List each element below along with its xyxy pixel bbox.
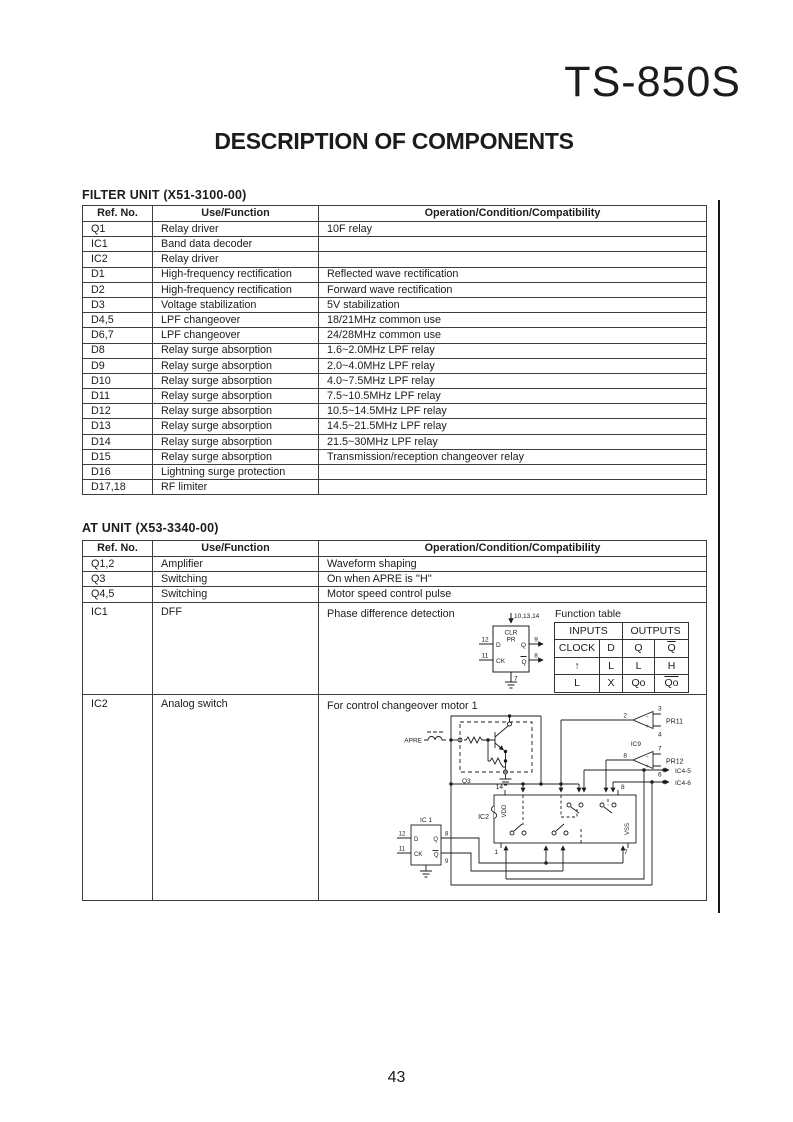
at-unit-table: [82, 540, 707, 901]
page-number: 43: [387, 1069, 406, 1086]
table-cell: D4,5: [83, 313, 153, 328]
ft-cell: Qo: [623, 675, 655, 693]
table-cell: [319, 480, 707, 495]
table-cell: 18/21MHz common use: [319, 313, 707, 328]
table-row: [83, 343, 707, 358]
ft-cell: X: [600, 675, 623, 693]
table-row: [83, 557, 707, 572]
pr12-plus-sign: +: [645, 763, 649, 770]
table-cell: Band data decoder: [153, 237, 319, 252]
table-cell: Relay surge absorption: [153, 434, 319, 449]
ft-cell: L: [600, 657, 623, 675]
pr12-input-pin-number: 8: [623, 752, 627, 760]
table-cell: 5V stabilization: [319, 297, 707, 312]
filter-unit-rows: [83, 222, 707, 495]
table-cell: D2: [83, 282, 153, 297]
outputs-header: OUTPUTS: [623, 622, 689, 640]
col-operation: Operation/Condition/Compatibility: [319, 541, 707, 557]
ic1-ck-label: CK: [414, 851, 423, 858]
table-cell: 1.6~2.0MHz LPF relay: [319, 343, 707, 358]
q3-label: Q3: [462, 777, 471, 785]
ft-col-q: Q: [623, 640, 655, 658]
table-cell: IC1: [83, 237, 153, 252]
at-unit-rows: [83, 557, 707, 603]
ft-cell: $\overline{Qo}$: [655, 675, 689, 693]
table-cell: High-frequency rectification: [153, 267, 319, 282]
function-table-block: [554, 608, 694, 693]
table-row: [83, 297, 707, 312]
ft-col-clock: CLOCK: [555, 640, 600, 658]
pr12-bottom-pin-number: 6: [658, 771, 662, 779]
table-row: [83, 328, 707, 343]
pr11-bottom-pin-number: 4: [658, 731, 662, 739]
table-cell: LPF changeover: [153, 313, 319, 328]
dff-pr-label: PR: [506, 636, 516, 644]
table-cell: 24/28MHz common use: [319, 328, 707, 343]
table-cell: 10F relay: [319, 222, 707, 237]
table-row: [83, 373, 707, 388]
table-cell: D8: [83, 343, 153, 358]
pr11-input-pin-number: 2: [623, 712, 627, 720]
cell-operation-ic2: [319, 694, 707, 900]
ic9-label: IC9: [630, 740, 641, 748]
ic2-pin14-number: 14: [495, 783, 503, 791]
table-cell: 4.0~7.5MHz LPF relay: [319, 373, 707, 388]
table-row: [83, 434, 707, 449]
table-row: [83, 389, 707, 404]
ic2-pin1-number: 1: [494, 848, 498, 856]
table-cell: Relay driver: [153, 222, 319, 237]
table-row: [83, 449, 707, 464]
table-cell: Amplifier: [153, 557, 319, 572]
ft-cell: H: [655, 657, 689, 675]
table-row: [83, 267, 707, 282]
table-cell: Relay surge absorption: [153, 358, 319, 373]
pr12-minus-sign: -: [646, 754, 648, 761]
function-table-group-row: [555, 622, 689, 640]
pr11-label: PR11: [666, 718, 683, 726]
table-cell: Q1,2: [83, 557, 153, 572]
cell-ref: IC2: [83, 694, 153, 900]
table-cell: D3: [83, 297, 153, 312]
cell-operation-ic1: [319, 602, 707, 694]
table-cell: Reflected wave rectification: [319, 267, 707, 282]
function-table-header-row: [555, 640, 689, 658]
ic2-pin7-number: 7: [624, 848, 628, 856]
table-cell: Motor speed control pulse: [319, 587, 707, 602]
pr11-plus-sign: +: [645, 723, 649, 730]
table-cell: D12: [83, 404, 153, 419]
apre-label: APRE: [404, 737, 422, 745]
ft-col-d: D: [600, 640, 623, 658]
ft-col-qbar: $\overline{Q}$: [655, 640, 689, 658]
table-header-row: [83, 206, 707, 222]
table-row-ic1: [83, 602, 707, 694]
ic1-q-label: Q: [433, 836, 438, 843]
table-cell: [319, 252, 707, 267]
table-cell: Waveform shaping: [319, 557, 707, 572]
ic1-pin9-number: 9: [445, 858, 449, 865]
table-cell: D15: [83, 449, 153, 464]
vss-label: VSS: [625, 822, 631, 835]
table-cell: RF limiter: [153, 480, 319, 495]
dff-d-label: D: [496, 641, 501, 649]
junction-dots: [449, 714, 665, 864]
dff-chip-diagram: [477, 608, 555, 694]
dff-pin-qbar-number: 8: [534, 652, 538, 660]
pr11-top-pin-number: 3: [658, 705, 662, 713]
col-ref-no: Ref. No.: [83, 541, 153, 557]
cell-use: DFF: [153, 602, 319, 694]
ic1-pin11-number: 11: [398, 846, 406, 853]
table-cell: D17,18: [83, 480, 153, 495]
table-row: [83, 222, 707, 237]
ic1-label: IC 1: [420, 816, 432, 824]
table-cell: [319, 465, 707, 480]
right-margin-rule: [718, 200, 720, 913]
table-row: [83, 313, 707, 328]
table-cell: Lightning surge protection: [153, 465, 319, 480]
ft-cell: L: [623, 657, 655, 675]
ic1-d-label: D: [414, 836, 419, 843]
table-cell: Relay surge absorption: [153, 343, 319, 358]
table-cell: 14.5~21.5MHz LPF relay: [319, 419, 707, 434]
vdd-label: VDD: [502, 804, 508, 817]
table-cell: Q3: [83, 572, 153, 587]
ft-cell: ↑: [555, 657, 600, 675]
col-operation: Operation/Condition/Compatibility: [319, 206, 707, 222]
function-table-row: [555, 657, 689, 675]
table-cell: Q4,5: [83, 587, 153, 602]
dff-top-pins-label: 10,13,14: [514, 612, 540, 620]
dff-ck-label: CK: [496, 657, 506, 665]
function-table-row: [555, 675, 689, 693]
analog-switch-circuit-diagram: [319, 695, 707, 901]
table-row: [83, 282, 707, 297]
ic4-5-label: IC4-5: [675, 767, 691, 775]
table-row: [83, 252, 707, 267]
at-unit-heading: AT UNIT (X53-3340-00): [82, 521, 219, 535]
table-row: [83, 572, 707, 587]
col-ref-no: Ref. No.: [83, 206, 153, 222]
filter-unit-table: [82, 205, 707, 495]
col-use-function: Use/Function: [153, 206, 319, 222]
model-number: TS-850S: [564, 58, 741, 106]
table-cell: Relay driver: [153, 252, 319, 267]
table-cell: 10.5~14.5MHz LPF relay: [319, 404, 707, 419]
operation-text: For control changeover motor 1: [327, 699, 478, 712]
dff-pin-d-number: 12: [481, 636, 489, 644]
table-cell: D14: [83, 434, 153, 449]
table-cell: D6,7: [83, 328, 153, 343]
table-cell: Transmission/reception changeover relay: [319, 449, 707, 464]
ic2-label: IC2: [478, 813, 489, 821]
table-cell: Voltage stabilization: [153, 297, 319, 312]
table-cell: D1: [83, 267, 153, 282]
table-cell: Switching: [153, 587, 319, 602]
table-row: [83, 587, 707, 602]
table-row: [83, 404, 707, 419]
table-cell: D13: [83, 419, 153, 434]
ic1-pin8-number: 8: [445, 831, 449, 838]
table-row: [83, 237, 707, 252]
table-cell: [319, 237, 707, 252]
inputs-header: INPUTS: [555, 622, 623, 640]
circuit-labels: [399, 705, 692, 865]
pr12-top-pin-number: 7: [658, 745, 662, 753]
dff-clr-label: CLR: [504, 629, 518, 637]
cell-ref: IC1: [83, 602, 153, 694]
table-cell: Switching: [153, 572, 319, 587]
ic1-pin12-number: 12: [398, 831, 406, 838]
col-use-function: Use/Function: [153, 541, 319, 557]
table-cell: Relay surge absorption: [153, 389, 319, 404]
dff-pin-q-number: 9: [534, 636, 538, 644]
function-table: [554, 622, 689, 693]
filter-unit-heading: FILTER UNIT (X51-3100-00): [82, 188, 247, 202]
table-cell: Forward wave rectification: [319, 282, 707, 297]
cell-use: Analog switch: [153, 694, 319, 900]
table-row-ic2: [83, 694, 707, 900]
circuit-wiring: [397, 711, 669, 885]
table-header-row: [83, 541, 707, 557]
table-cell: D16: [83, 465, 153, 480]
dff-q-label: Q: [520, 641, 526, 649]
ic2-pin8-number: 8: [621, 783, 625, 791]
dff-pin-ck-number: 11: [481, 652, 489, 660]
table-cell: LPF changeover: [153, 328, 319, 343]
at-unit-diagram-rows: [83, 602, 707, 900]
table-row: [83, 480, 707, 495]
table-row: [83, 465, 707, 480]
operation-text: Phase difference detection: [327, 607, 455, 620]
table-cell: Q1: [83, 222, 153, 237]
table-cell: D10: [83, 373, 153, 388]
table-cell: Relay surge absorption: [153, 449, 319, 464]
table-cell: IC2: [83, 252, 153, 267]
pr12-label: PR12: [666, 758, 684, 766]
pr11-minus-sign: -: [646, 714, 648, 721]
table-cell: 2.0~4.0MHz LPF relay: [319, 358, 707, 373]
ic1-qbar-label: Q: [433, 852, 439, 859]
table-cell: 21.5~30MHz LPF relay: [319, 434, 707, 449]
table-row: [83, 358, 707, 373]
table-cell: Relay surge absorption: [153, 419, 319, 434]
table-cell: Relay surge absorption: [153, 373, 319, 388]
table-cell: On when APRE is ''H'': [319, 572, 707, 587]
ic4-6-label: IC4-6: [675, 779, 691, 787]
dff-pin-gnd-number: 7: [514, 675, 518, 683]
dff-qbar-label: Q: [521, 658, 527, 666]
dff-chip-lines: [479, 613, 543, 688]
table-cell: D11: [83, 389, 153, 404]
ft-cell: L: [555, 675, 600, 693]
table-cell: D9: [83, 358, 153, 373]
table-row: [83, 419, 707, 434]
table-cell: Relay surge absorption: [153, 404, 319, 419]
table-cell: 7.5~10.5MHz LPF relay: [319, 389, 707, 404]
function-table-label: Function table: [555, 607, 621, 620]
table-cell: High-frequency rectification: [153, 282, 319, 297]
page-title: DESCRIPTION OF COMPONENTS: [214, 128, 574, 154]
